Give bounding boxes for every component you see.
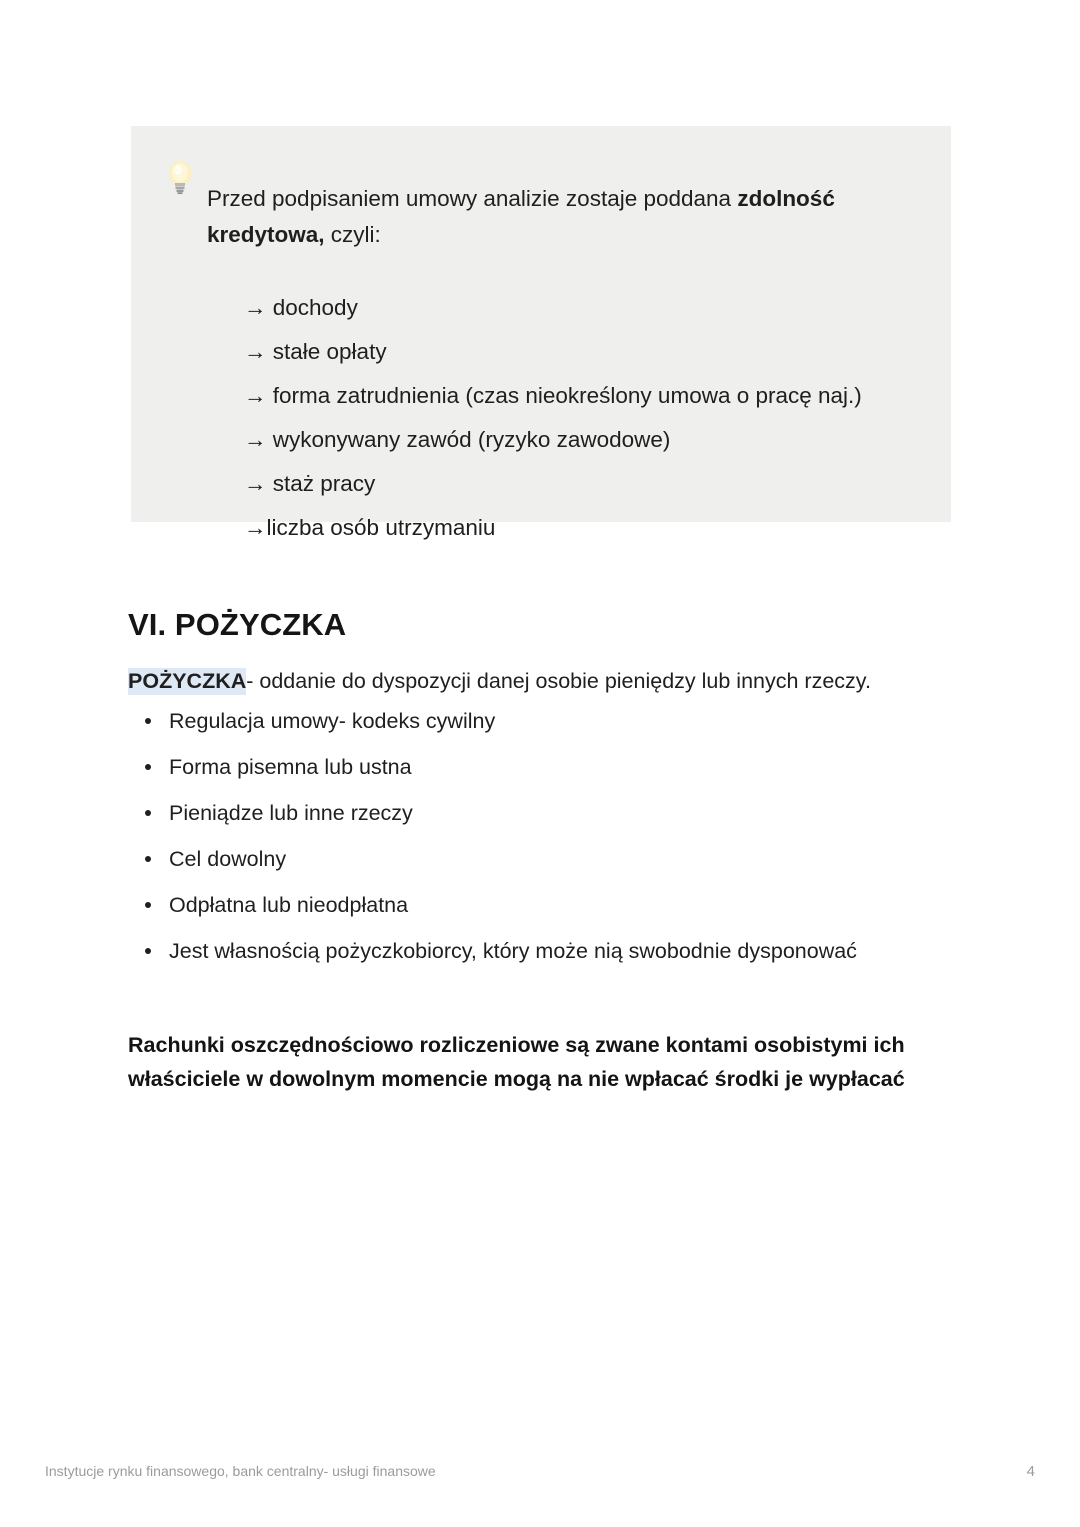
- definition-term: POŻYCZKA: [128, 669, 247, 693]
- callout-header: [165, 156, 917, 275]
- arrow-list-item: → stałe opłaty: [244, 339, 387, 364]
- list-item: Cel dowolny: [128, 844, 958, 874]
- section-heading: VI. POŻYCZKA: [128, 607, 347, 642]
- callout-arrow-list: [165, 293, 917, 543]
- definition-line: [128, 665, 958, 697]
- list-item: Forma pisemna lub ustna: [128, 752, 958, 782]
- lightbulb-icon: [167, 160, 207, 194]
- definition-rest: - oddanie do dyspozycji danej osobie pieniędzy lub innych rzeczy.: [246, 669, 871, 693]
- callout-intro-text: [207, 179, 917, 253]
- footer-page-number: 4: [1026, 1462, 1035, 1480]
- arrow-list-item: → staż pracy: [244, 471, 376, 496]
- footer-caption: Instytucje rynku finansowego, bank centralny- usługi finansowe: [45, 1463, 436, 1479]
- list-item: Pieniądze lub inne rzeczy: [128, 798, 958, 828]
- callout-intro-bold: zdolność kredytowa,: [207, 185, 835, 247]
- arrow-list-item: → dochody: [244, 295, 358, 320]
- arrow-list-item: → forma zatrudnienia (czas nieokreślony umowa o pracę naj.): [244, 383, 862, 408]
- list-item: Regulacja umowy- kodeks cywilny: [128, 706, 958, 736]
- tip-callout-box: [131, 126, 951, 540]
- arrow-list-item: →liczba osób utrzymaniu: [244, 515, 496, 540]
- closing-paragraph: Rachunki oszczędnościowo rozliczeniowe są zwane kontami osobistymi ich właściciele w dowolnym momencie mogą na nie wpłacać środki je wypłacać: [128, 1033, 905, 1091]
- feature-bullet-list: [128, 706, 958, 982]
- list-item: Jest własnością pożyczkobiorcy, który może nią swobodnie dysponować: [128, 936, 958, 966]
- callout-intro-suffix: czyli:: [324, 221, 381, 247]
- list-item: Odpłatna lub nieodpłatna: [128, 890, 958, 920]
- page-footer: [0, 1458, 1080, 1484]
- arrow-list-item: → wykonywany zawód (ryzyko zawodowe): [244, 427, 671, 452]
- callout-intro-prefix: Przed podpisaniem umowy analizie zostaje poddana: [207, 185, 738, 211]
